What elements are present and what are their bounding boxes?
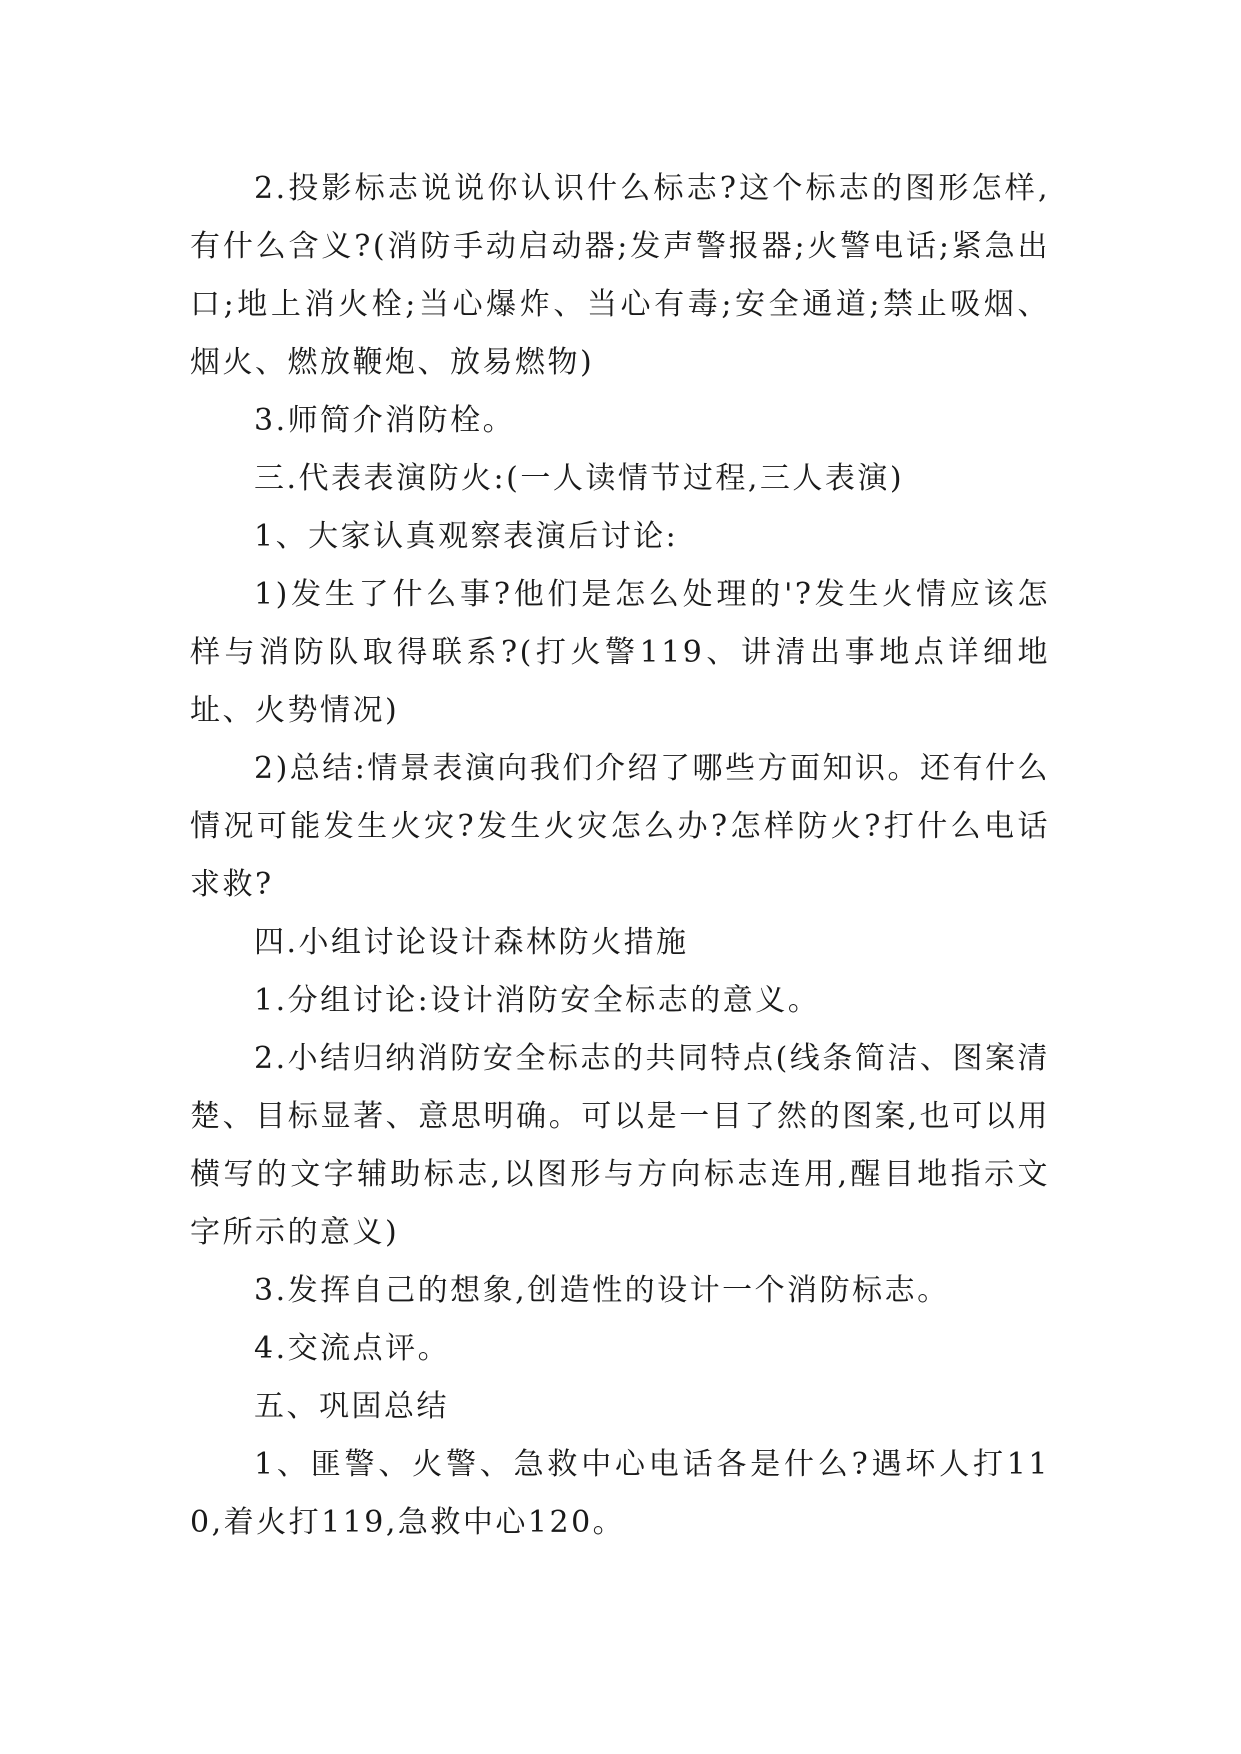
section-heading-group-discussion: 四.小组讨论设计森林防火措施 <box>254 925 689 960</box>
paragraph-group-discussion: 1.分组讨论:设计消防安全标志的意义。 <box>254 983 821 1018</box>
section-heading-performance: 三.代表表演防火:(一人读情节过程,三人表演) <box>254 461 905 496</box>
document-body <box>190 160 1050 1552</box>
paragraph-what-happened: 1)发生了什么事?他们是怎么处理的'?发生火情应该怎样与消防队取得联系?(打火警119、讲清出事地点详细地址、火势情况) <box>190 577 1050 728</box>
paragraph-summary: 2)总结:情景表演向我们介绍了哪些方面知识。还有什么情况可能发生火灾?发生火灾怎么办?怎样防火?打什么电话求救? <box>190 751 1050 902</box>
section-heading-consolidate: 五、巩固总结 <box>254 1389 449 1424</box>
paragraph-design-sign: 3.发挥自己的想象,创造性的设计一个消防标志。 <box>254 1273 950 1308</box>
paragraph-sign-projection: 2.投影标志说说你认识什么标志?这个标志的图形怎样,有什么含义?(消防手动启动器;发声警报器;火警电话;紧急出口;地上消火栓;当心爆炸、当心有毒;安全通道;禁止吸烟、烟火、燃放鞭炮、放易燃物) <box>190 171 1050 380</box>
paragraph-exchange-review: 4.交流点评。 <box>254 1331 451 1366</box>
paragraph-sign-features: 2.小结归纳消防安全标志的共同特点(线条简洁、图案清楚、目标显著、意思明确。可以是一目了然的图案,也可以用横写的文字辅助标志,以图形与方向标志连用,醒目地指示文字所示的意义) <box>190 1041 1050 1250</box>
paragraph-observe-discuss: 1、大家认真观察表演后讨论: <box>254 519 679 554</box>
paragraph-emergency-numbers: 1、匪警、火警、急救中心电话各是什么?遇坏人打110,着火打119,急救中心120。 <box>190 1447 1050 1540</box>
paragraph-hydrant-intro: 3.师简介消防栓。 <box>254 403 516 438</box>
